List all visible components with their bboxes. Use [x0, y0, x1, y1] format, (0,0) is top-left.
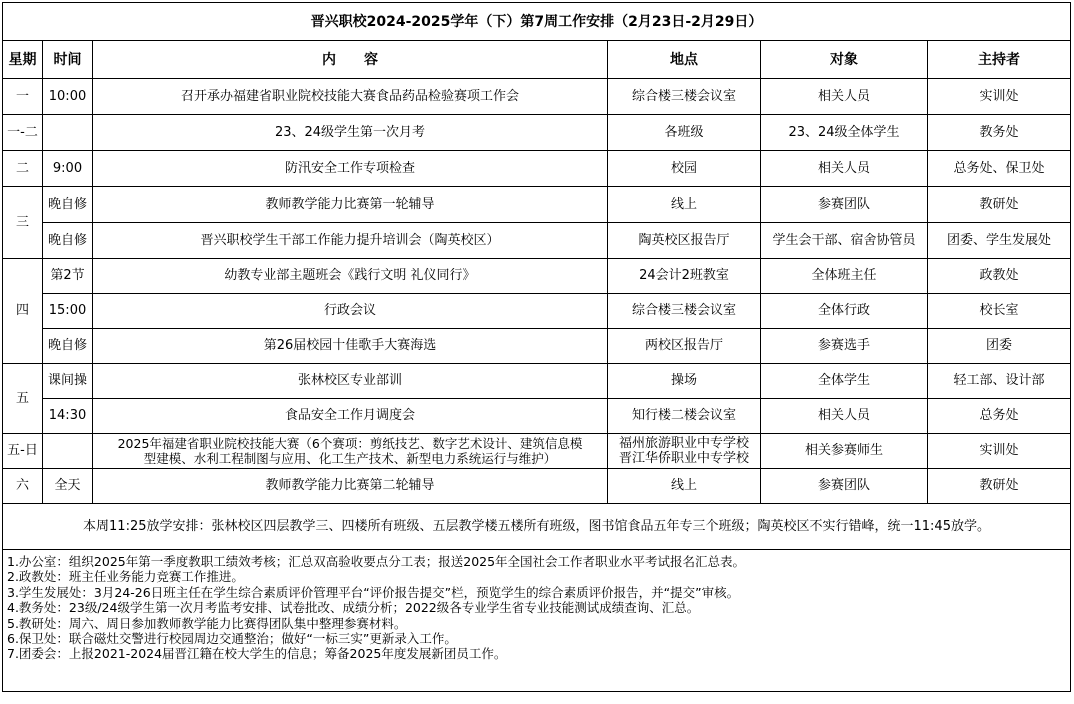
header-content: 内 容	[93, 41, 608, 79]
host-cell: 总务处	[928, 399, 1071, 434]
table-row	[3, 434, 1071, 469]
table-row	[3, 294, 1071, 329]
content-cell: 第26届校园十佳歌手大赛海选	[93, 329, 608, 364]
summary-row	[3, 504, 1071, 550]
place-cell: 综合楼三楼会议室	[608, 79, 761, 115]
content-cell: 23、24级学生第一次月考	[93, 115, 608, 151]
time-cell: 10:00	[43, 79, 93, 115]
table-row	[3, 115, 1071, 151]
host-cell: 教务处	[928, 115, 1071, 151]
host-cell: 教研处	[928, 187, 1071, 223]
place-line: 福州旅游职业中专学校	[618, 436, 749, 451]
header-place: 地点	[608, 41, 761, 79]
target-cell: 全体行政	[761, 294, 928, 329]
title-row	[3, 3, 1071, 41]
header-host: 主持者	[928, 41, 1071, 79]
place-cell: 两校区报告厅	[608, 329, 761, 364]
header-row	[3, 41, 1071, 79]
content-cell: 食品安全工作月调度会	[93, 399, 608, 434]
time-cell: 15:00	[43, 294, 93, 329]
place-cell: 综合楼三楼会议室	[608, 294, 761, 329]
time-cell	[43, 434, 93, 469]
place-cell: 各班级	[608, 115, 761, 151]
target-cell: 相关参赛师生	[761, 434, 928, 469]
place-cell	[608, 434, 761, 469]
table-row	[3, 151, 1071, 187]
place-line: 晋江华侨职业中专学校	[618, 451, 749, 466]
header-day: 星期	[3, 41, 43, 79]
note-item: 1.办公室：组织2025年第一季度教职工绩效考核；汇总双高验收要点分工表；报送2025年全国社会工作者职业水平考试报名汇总表。	[7, 554, 746, 569]
note-item: 4.教务处：23级/24级学生第一次月考监考安排、试卷批改、成绩分析；2022级各专业学生省专业技能测试成绩查询、汇总。	[7, 600, 700, 616]
target-cell: 参赛团队	[761, 187, 928, 223]
time-cell: 晚自修	[43, 329, 93, 364]
schedule-sheet	[2, 2, 1070, 692]
note-item: 2.政教处：班主任业务能力竞赛工作推进。	[7, 569, 244, 585]
day-cell: 三	[3, 187, 43, 259]
content-cell: 召开承办福建省职业院校技能大赛食品药品检验赛项工作会	[93, 79, 608, 115]
time-cell	[43, 115, 93, 151]
content-cell: 行政会议	[93, 294, 608, 329]
place-cell: 陶英校区报告厅	[608, 223, 761, 259]
time-cell: 14:30	[43, 399, 93, 434]
target-cell: 相关人员	[761, 399, 928, 434]
host-cell: 实训处	[928, 79, 1071, 115]
target-cell: 相关人员	[761, 151, 928, 187]
header-target: 对象	[761, 41, 928, 79]
day-cell: 一-二	[3, 115, 43, 151]
host-cell: 团委	[928, 329, 1071, 364]
table-row	[3, 364, 1071, 399]
target-cell: 全体班主任	[761, 259, 928, 294]
place-cell: 线上	[608, 187, 761, 223]
content-cell	[93, 434, 608, 469]
target-cell: 全体学生	[761, 364, 928, 399]
time-cell: 全天	[43, 469, 93, 504]
time-cell: 晚自修	[43, 187, 93, 223]
place-cell: 校园	[608, 151, 761, 187]
target-cell: 学生会干部、宿舍协管员	[761, 223, 928, 259]
place-cell: 线上	[608, 469, 761, 504]
host-cell: 团委、学生发展处	[928, 223, 1071, 259]
content-cell: 张林校区专业部训	[93, 364, 608, 399]
target-cell: 23、24级全体学生	[761, 115, 928, 151]
host-cell: 实训处	[928, 434, 1071, 469]
day-cell: 四	[3, 259, 43, 364]
content-cell: 防汛安全工作专项检查	[93, 151, 608, 187]
time-cell: 第2节	[43, 259, 93, 294]
table-row	[3, 259, 1071, 294]
host-cell: 校长室	[928, 294, 1071, 329]
content-line: 型建模、水利工程制图与应用、化工生产技术、新型电力系统运行与维护）	[143, 451, 557, 466]
content-cell: 晋兴职校学生干部工作能力提升培训会（陶英校区）	[93, 223, 608, 259]
header-time: 时间	[43, 41, 93, 79]
department-notes	[3, 550, 1071, 692]
content-line: 2025年福建省职业院校技能大赛（6个赛项：剪纸技艺、数字艺术设计、建筑信息模	[117, 436, 583, 451]
page-title: 晋兴职校2024-2025学年（下）第7周工作安排（2月23日-2月29日）	[3, 3, 1071, 41]
dismissal-summary: 本周11:25放学安排：张林校区四层教学三、四楼所有班级、五层教学楼五楼所有班级，图书馆食品五年专三个班级；陶英校区不实行错峰，统一11:45放学。	[3, 504, 1071, 550]
table-row	[3, 223, 1071, 259]
note-item: 5.教研处：周六、周日参加教师教学能力比赛得团队集中整理参赛材料。	[7, 615, 407, 631]
day-cell: 五	[3, 364, 43, 434]
place-cell: 操场	[608, 364, 761, 399]
place-cell: 24会计2班教室	[608, 259, 761, 294]
time-cell: 晚自修	[43, 223, 93, 259]
content-cell: 教师教学能力比赛第二轮辅导	[93, 469, 608, 504]
day-cell: 六	[3, 469, 43, 504]
host-cell: 轻工部、设计部	[928, 364, 1071, 399]
host-cell: 教研处	[928, 469, 1071, 504]
place-cell: 知行楼二楼会议室	[608, 399, 761, 434]
note-item: 7.团委会：上报2021-2024届晋江籍在校大学生的信息；筹备2025年度发展新团员工作。	[7, 646, 507, 662]
time-cell: 9:00	[43, 151, 93, 187]
target-cell: 相关人员	[761, 79, 928, 115]
content-cell: 幼教专业部主题班会《践行文明 礼仪同行》	[93, 259, 608, 294]
table-row	[3, 469, 1071, 504]
host-cell: 政教处	[928, 259, 1071, 294]
table-row	[3, 399, 1071, 434]
table-row	[3, 79, 1071, 115]
table-row	[3, 187, 1071, 223]
note-item: 3.学生发展处：3月24-26日班主任在学生综合素质评价管理平台“评价报告提交”栏，预览学生的综合素质评价报告，并“提交”审核。	[7, 584, 740, 600]
target-cell: 参赛选手	[761, 329, 928, 364]
note-item: 6.保卫处：联合磁灶交警进行校园周边交通整治；做好“一标三实”更新录入工作。	[7, 631, 457, 647]
host-cell: 总务处、保卫处	[928, 151, 1071, 187]
time-cell: 课间操	[43, 364, 93, 399]
notes-row	[3, 550, 1071, 692]
content-cell: 教师教学能力比赛第一轮辅导	[93, 187, 608, 223]
day-cell: 五-日	[3, 434, 43, 469]
target-cell: 参赛团队	[761, 469, 928, 504]
schedule-table	[2, 2, 1071, 692]
day-cell: 一	[3, 79, 43, 115]
day-cell: 二	[3, 151, 43, 187]
table-row	[3, 329, 1071, 364]
